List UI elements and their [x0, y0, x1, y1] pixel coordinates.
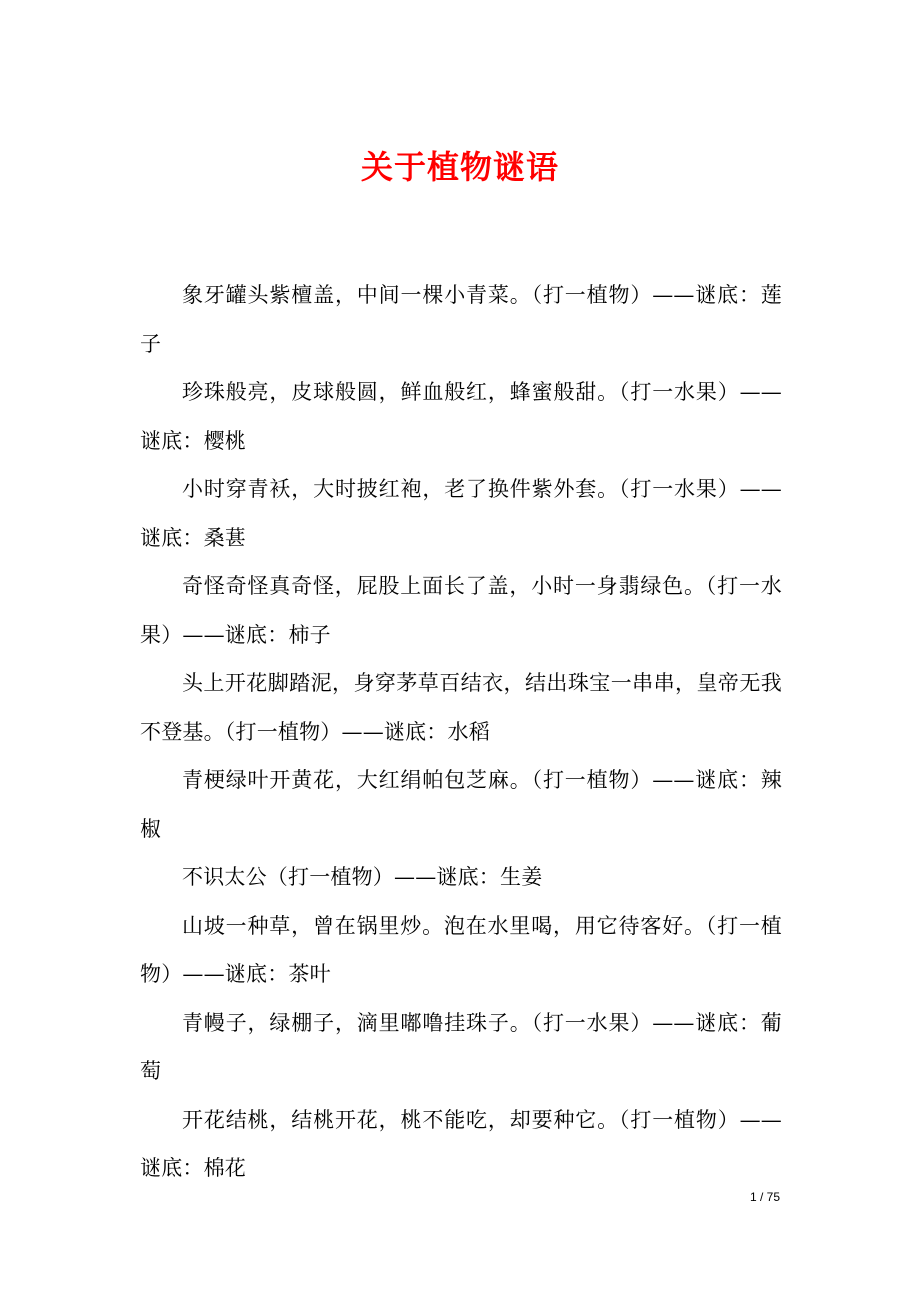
page-number: 1 / 75 [749, 1190, 780, 1204]
riddle-paragraph: 头上开花脚踏泥，身穿茅草百结衣，结出珠宝一串串，皇帝无我不登基。（打一植物）——谜底：水稻 [140, 671, 782, 744]
riddle-paragraph: 开花结桃，结桃开花，桃不能吃，却要种它。（打一植物）——谜底：棉花 [140, 1107, 782, 1180]
riddle-paragraph: 象牙罐头紫檀盖，中间一棵小青菜。（打一植物）——谜底：莲子 [140, 283, 782, 356]
riddle-paragraph: 山坡一种草，曾在锅里炒。泡在水里喝，用它待客好。（打一植物）——谜底：茶叶 [140, 913, 782, 986]
riddle-paragraph: 珍珠般亮，皮球般圆，鲜血般红，蜂蜜般甜。（打一水果）——谜底：樱桃 [140, 380, 782, 453]
riddle-paragraph: 青幔子，绿棚子，滴里嘟噜挂珠子。（打一水果）——谜底：葡萄 [140, 1010, 782, 1083]
riddle-paragraph: 奇怪奇怪真奇怪，屁股上面长了盖，小时一身翡绿色。（打一水果）——谜底：柿子 [140, 574, 782, 647]
riddle-paragraph: 青梗绿叶开黄花，大红绢帕包芝麻。（打一植物）——谜底：辣椒 [140, 768, 782, 841]
document-body [140, 271, 782, 1193]
document-title: 关于植物谜语 [360, 148, 559, 186]
riddle-paragraph: 小时穿青袄，大时披红袍，老了换件紫外套。（打一水果）——谜底：桑葚 [140, 477, 782, 550]
riddle-paragraph: 不识太公（打一植物）——谜底：生姜 [182, 865, 543, 889]
